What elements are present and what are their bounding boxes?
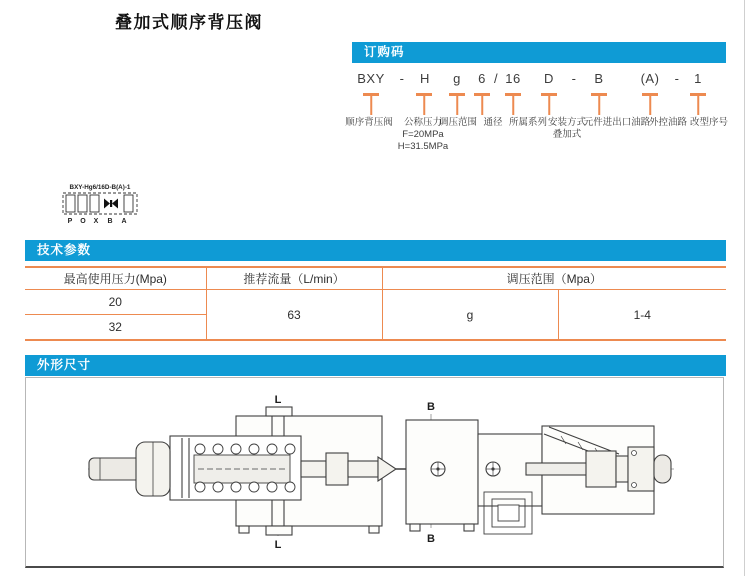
valve-arrow-icon: [104, 199, 110, 209]
order-field-label: 元件进出口油路: [583, 117, 651, 128]
pressure-value: 20: [25, 290, 206, 315]
order-field: [483, 117, 502, 129]
order-field-label: 顺序背压阀: [345, 117, 393, 128]
page-title: 叠加式顺序背压阀: [115, 13, 263, 32]
page-edge-line: [744, 0, 745, 576]
code-segment: -: [571, 71, 577, 86]
symbol-port-label: P: [67, 218, 73, 225]
order-field: [439, 117, 477, 129]
pressure-value: 32: [25, 315, 206, 341]
flow-value: 63: [206, 290, 382, 341]
order-field: [649, 117, 687, 129]
code-segment: 16: [505, 71, 521, 86]
dimensions-section-header: 外形尺寸: [25, 355, 726, 376]
col-header-pressure: 最高使用压力(Mpa): [25, 267, 206, 290]
valve-arrow-icon: [112, 199, 118, 209]
section-label-b-bottom: B: [427, 533, 435, 545]
code-segment: g: [453, 71, 461, 86]
range-value: 1-4: [633, 307, 651, 322]
order-field-label: 调压范围: [438, 117, 478, 128]
code-segment: H: [420, 71, 430, 86]
callout-line: [649, 95, 651, 115]
table-row: [25, 290, 726, 315]
order-field: [509, 117, 547, 129]
code-segment: -: [399, 71, 405, 86]
tech-params-table: [25, 266, 726, 341]
order-field: [690, 117, 728, 129]
code-segment: /: [493, 71, 499, 86]
symbol-port-label: X: [93, 218, 99, 225]
code-segment: 6: [478, 71, 486, 86]
code-segment: B: [594, 71, 604, 86]
code-segment: 1: [694, 71, 702, 86]
code-segment: -: [674, 71, 680, 86]
order-field-label: 外控油路: [648, 117, 688, 128]
callout-line: [598, 95, 600, 115]
order-field-label: 通径: [483, 117, 503, 128]
order-field-sub: 叠加式: [552, 129, 582, 140]
symbol-port-label: A: [121, 218, 127, 225]
tech-params-section-header: 技术参数: [25, 240, 726, 261]
order-field-sub: H=31.5MPa: [397, 141, 449, 152]
callout-line: [548, 95, 550, 115]
callout-line: [370, 95, 372, 115]
order-field-label: 公称压力: [403, 117, 442, 128]
dimension-drawing-frame: [25, 377, 724, 568]
callout-line: [697, 95, 699, 115]
order-code-section-header: 订购码: [352, 42, 726, 63]
symbol-model-label: BXY-Hg6/16D-B(A)-1: [69, 184, 131, 191]
callout-line: [481, 95, 483, 115]
callout-line: [423, 95, 425, 115]
callout-line: [456, 95, 458, 115]
order-field-label: 改型序号: [689, 117, 729, 128]
code-segment: (A): [640, 71, 660, 86]
symbol-port-label: O: [80, 218, 86, 225]
code-segment: BXY: [357, 71, 385, 86]
order-field: [584, 117, 651, 129]
section-label-b-top: B: [427, 401, 435, 413]
order-field: [345, 117, 393, 129]
code-segment: D: [544, 71, 554, 86]
hydraulic-symbol: [58, 182, 148, 228]
callout-line: [512, 95, 514, 115]
range-grade-value: g: [382, 290, 558, 341]
order-field: [548, 117, 586, 141]
order-field-label: 所属系列: [508, 117, 548, 128]
symbol-port-label: B: [107, 218, 113, 225]
section-label-l-bottom: L: [274, 539, 282, 551]
order-field-label: 安装方式: [547, 117, 587, 128]
section-label-l-top: L: [274, 394, 282, 406]
col-header-flow: 推荐流量（L/min）: [206, 267, 382, 290]
col-header-range: 调压范围（Mpa）: [382, 267, 726, 290]
order-field-sub: F=20MPa: [402, 129, 444, 140]
dimension-drawing: [86, 392, 676, 552]
